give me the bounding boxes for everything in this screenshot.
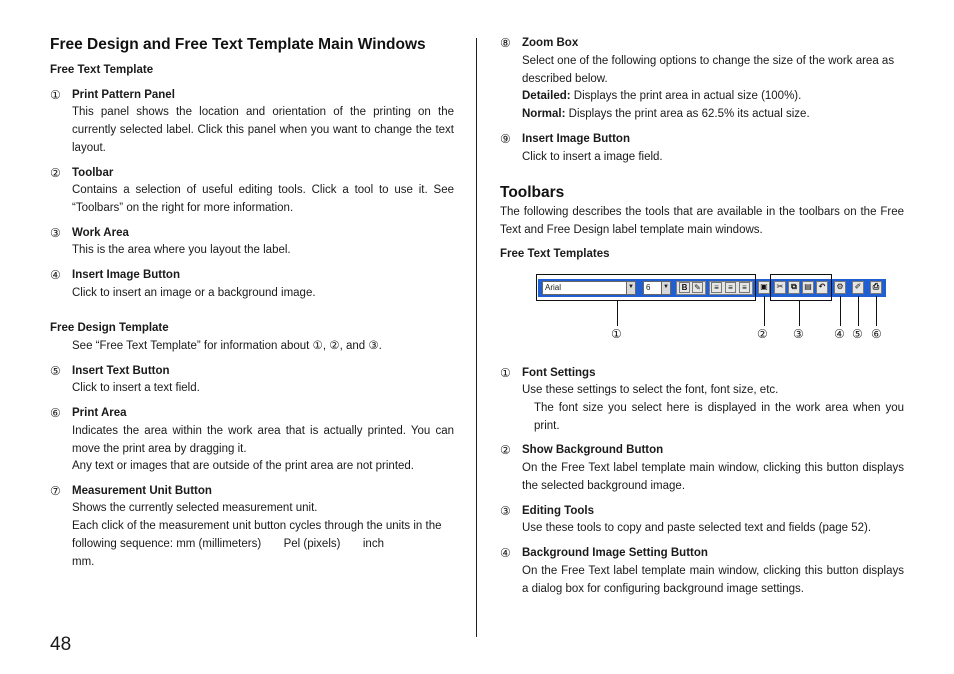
- item-heading: Insert Image Button: [72, 269, 180, 281]
- item-number: ④: [50, 268, 61, 282]
- item-heading: Show Background Button: [522, 444, 664, 456]
- zoom-detailed-label: Detailed:: [522, 90, 571, 102]
- copy-button[interactable]: ⧉: [788, 281, 800, 294]
- zoom-normal-label: Normal:: [522, 108, 566, 120]
- tool6-button[interactable]: ⎙: [870, 281, 882, 294]
- zoom-normal-text: Displays the print area as 62.5% its actual size.: [568, 108, 810, 120]
- item-heading: Toolbar: [72, 167, 114, 179]
- item-heading: Insert Text Button: [72, 365, 170, 377]
- page-number: 48: [50, 634, 72, 655]
- item-body: Click to insert an image or a background image.: [72, 287, 316, 299]
- column-divider: [476, 38, 477, 637]
- item-body: Indicates the area within the work area that is actually printed. You can move the print area by dragging it.: [72, 425, 454, 455]
- item-number: ①: [500, 366, 511, 380]
- callout-line-3: [799, 301, 800, 326]
- item-body: Select one of the following options to change the size of the work area as described below.: [522, 55, 895, 85]
- item-number: ⑤: [50, 364, 61, 378]
- item-body: This is the area where you layout the label.: [72, 244, 291, 256]
- item-body: Use these settings to select the font, font size, etc.: [522, 384, 779, 396]
- callout-4: ④: [834, 327, 845, 341]
- item-heading: Work Area: [72, 227, 129, 239]
- item-body: Shows the currently selected measurement unit.: [72, 502, 318, 514]
- item-number: ③: [50, 226, 61, 240]
- section-heading-free-design-template: Free Design Template: [50, 322, 169, 334]
- item-heading: Measurement Unit Button: [72, 485, 212, 497]
- item-body: This panel shows the location and orientation of the printing on the currently selected label. Click this panel when you want to change the text layout.: [72, 106, 454, 154]
- item-number: ①: [50, 88, 61, 102]
- item-heading: Editing Tools: [522, 505, 594, 517]
- align-left-button[interactable]: ≡: [711, 282, 722, 293]
- item-body: On the Free Text label template main window, clicking this button displays the selected background image.: [522, 462, 904, 492]
- free-design-note: See “Free Text Template” for information about ①, ②, and ③.: [72, 340, 382, 352]
- item-number: ④: [500, 546, 511, 560]
- item-body: Use these tools to copy and paste selected text and fields (page 52).: [522, 522, 872, 534]
- item-heading: Print Area: [72, 407, 127, 419]
- chevron-down-icon: ▼: [626, 282, 635, 294]
- item-body-note: The font size you select here is displayed in the work area when you print.: [534, 402, 904, 432]
- callout-2: ②: [757, 327, 768, 341]
- toolbars-title: Toolbars: [500, 184, 565, 201]
- zoom-detailed-text: Displays the print area in actual size (100%).: [573, 90, 802, 102]
- bold-button[interactable]: B: [679, 282, 690, 293]
- item-heading: Background Image Setting Button: [522, 547, 708, 559]
- font-size-select[interactable]: 6 ▼: [643, 281, 671, 295]
- item-heading: Print Pattern Panel: [72, 89, 175, 101]
- item-body: On the Free Text label template main window, clicking this button displays a dialog box for configuring background image settings.: [522, 565, 904, 595]
- zoom-normal: [522, 106, 904, 124]
- undo-button[interactable]: ↶: [816, 281, 828, 294]
- align-center-button[interactable]: ≡: [725, 282, 736, 293]
- item-number: ⑨: [500, 132, 511, 146]
- chevron-down-icon: ▼: [661, 282, 670, 294]
- toolbars-intro: The following describes the tools that are available in the toolbars on the Free Text and Free Design label template main windows.: [500, 206, 904, 236]
- unit-inch: inch: [362, 537, 384, 550]
- callout-5: ⑤: [852, 327, 863, 341]
- item-body-extra: Any text or images that are outside of the print area are not printed.: [72, 460, 415, 472]
- show-background-button[interactable]: ▣: [758, 281, 770, 294]
- cut-button[interactable]: ✂: [774, 281, 786, 294]
- align-right-button[interactable]: ≡: [739, 282, 750, 293]
- callout-3: ③: [793, 327, 804, 341]
- page-title: Free Design and Free Text Template Main Windows: [50, 36, 426, 53]
- item-number: ②: [50, 166, 61, 180]
- section-heading-free-text-template: Free Text Template: [50, 64, 154, 76]
- item-body: Click to insert a image field.: [522, 151, 663, 163]
- font-select[interactable]: Arial ▼: [542, 281, 636, 295]
- callout-line-4: [840, 296, 841, 326]
- tool5-button[interactable]: ✐: [852, 281, 864, 294]
- callout-line-5: [858, 296, 859, 326]
- callout-6: ⑥: [871, 327, 882, 341]
- item-number: ②: [500, 443, 511, 457]
- unit-mm: mm.: [72, 555, 95, 568]
- item-number: ⑧: [500, 36, 511, 50]
- item-number: ③: [500, 504, 511, 518]
- unit-sequence-text: Each click of the measurement unit button cycles through the units in the following sequence: mm (millimeters): [72, 520, 442, 550]
- item-heading: Font Settings: [522, 367, 596, 379]
- callout-line-2: [764, 296, 765, 326]
- item-heading: Zoom Box: [522, 37, 579, 49]
- item-body: Click to insert a text field.: [72, 382, 200, 394]
- pen-button[interactable]: ✎: [692, 282, 703, 293]
- background-image-setting-button[interactable]: ⚙: [834, 281, 846, 294]
- callout-line-6: [876, 296, 877, 326]
- callout-1: ①: [611, 327, 622, 341]
- zoom-detailed: [522, 88, 904, 106]
- section-heading-free-text-templates: Free Text Templates: [500, 248, 610, 260]
- item-body: Contains a selection of useful editing tools. Click a tool to use it. See “Toolbars” on the right for more information.: [72, 184, 454, 214]
- unit-pel: Pel (pixels): [283, 537, 341, 550]
- item-number: ⑦: [50, 484, 61, 498]
- unit-sequence: [72, 518, 454, 571]
- item-number: ⑥: [50, 406, 61, 420]
- callout-line-1: [617, 301, 618, 326]
- paste-button[interactable]: ▤: [802, 281, 814, 294]
- item-heading: Insert Image Button: [522, 133, 630, 145]
